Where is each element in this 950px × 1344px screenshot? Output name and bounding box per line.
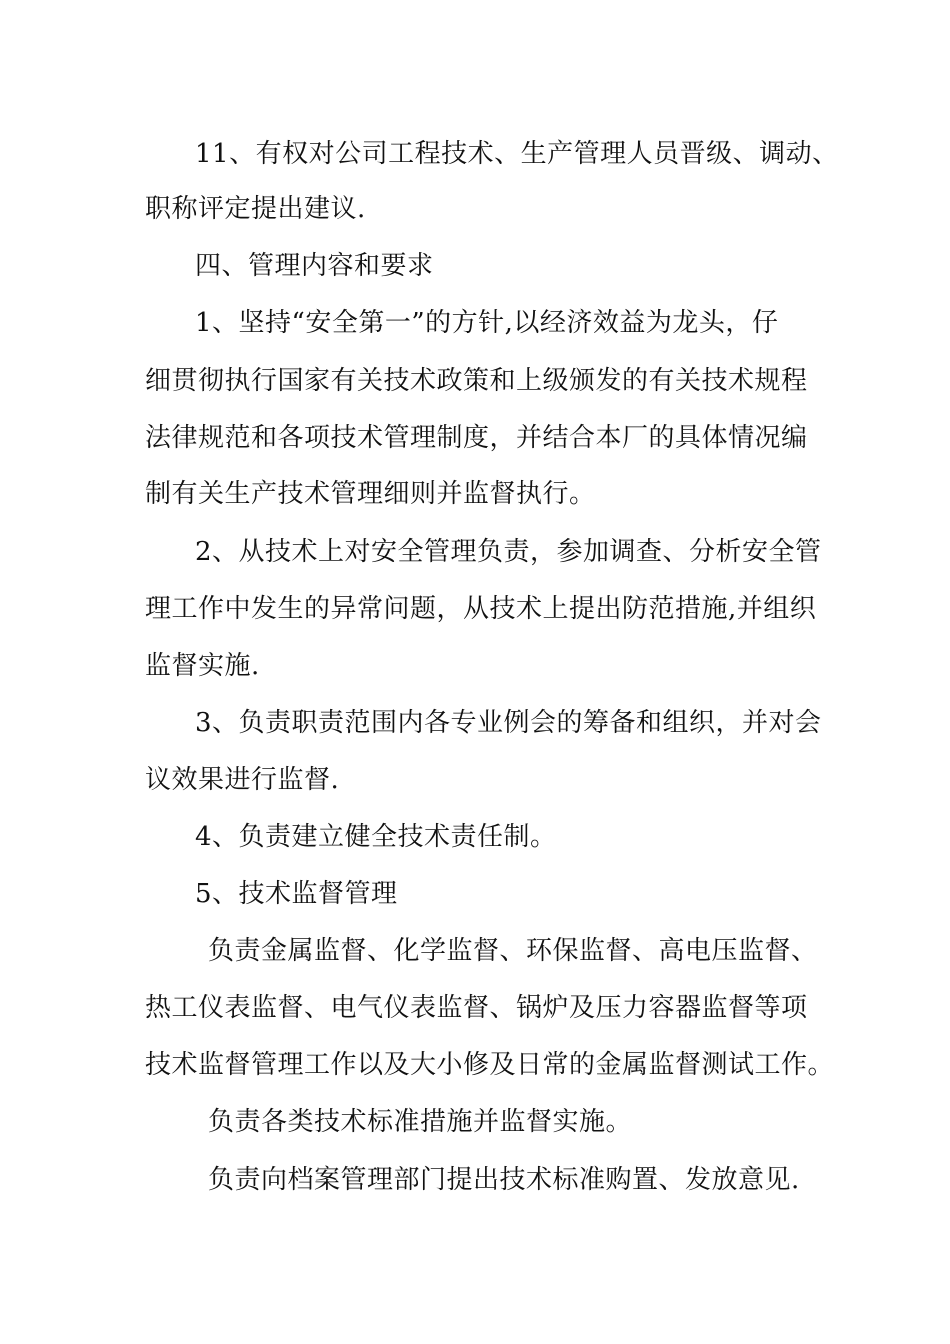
text-line: 负责各类技术标准措施并监督实施。 — [208, 1107, 633, 1137]
text-line: 负责金属监督、化学监督、环保监督、高电压监督、 — [208, 936, 818, 966]
text-line: 2、从技术上对安全管理负责，参加调查、分析安全管 — [195, 537, 822, 567]
text-line: 1、坚持“安全第一”的方针,以经济效益为龙头，仔 — [195, 308, 779, 338]
text-line: 5、技术监督管理 — [195, 879, 398, 909]
text-line: 监督实施. — [145, 651, 260, 681]
text-line: 热工仪表监督、电气仪表监督、锅炉及压力容器监督等项 — [145, 993, 808, 1023]
text-line: 法律规范和各项技术管理制度，并结合本厂的具体情况编 — [145, 423, 808, 453]
text-line: 4、负责建立健全技术责任制。 — [195, 822, 557, 852]
text-line: 3、负责职责范围内各专业例会的筹备和组织，并对会 — [195, 708, 822, 738]
text-line: 制有关生产技术管理细则并监督执行。 — [145, 479, 596, 509]
text-line: 理工作中发生的异常问题，从技术上提出防范措施,并组织 — [145, 594, 817, 624]
section-heading: 四、管理内容和要求 — [195, 251, 434, 281]
text-line: 负责向档案管理部门提出技术标准购置、发放意见. — [208, 1165, 800, 1195]
text-line: 细贯彻执行国家有关技术政策和上级颁发的有关技术规程 — [145, 366, 808, 396]
text-line: 11、有权对公司工程技术、生产管理人员晋级、调动、 — [195, 139, 839, 169]
text-line: 议效果进行监督. — [145, 765, 340, 795]
text-line: 职称评定提出建议. — [145, 194, 366, 224]
text-line: 技术监督管理工作以及大小修及日常的金属监督测试工作。 — [145, 1050, 835, 1080]
